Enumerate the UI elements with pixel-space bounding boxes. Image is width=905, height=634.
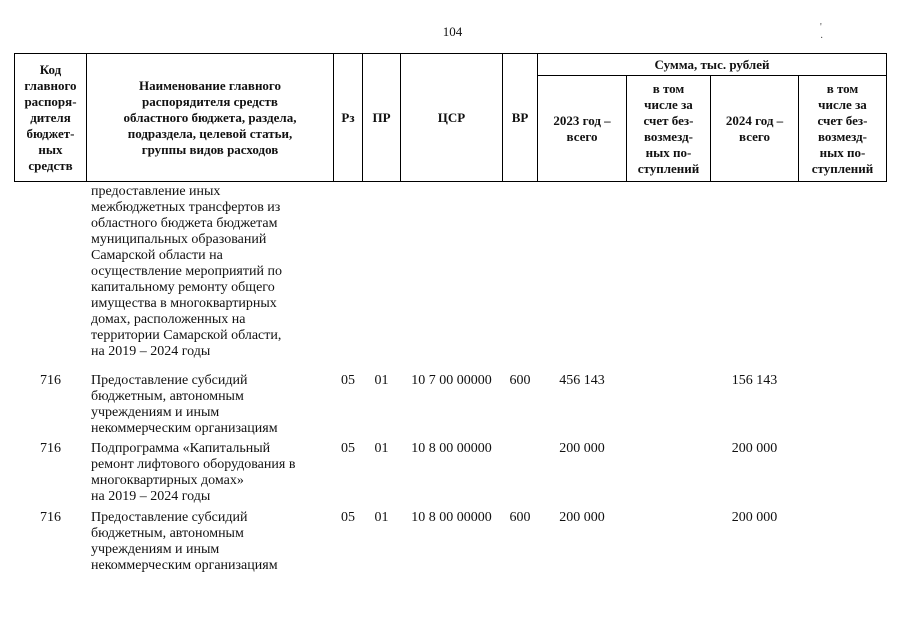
row-code: 716: [40, 441, 61, 456]
header-2024-grants: в том числе за счет без- возмезд- ных по- ступлений: [811, 80, 874, 176]
row-csr: 10 7 00 00000: [411, 373, 492, 388]
header-rz: Рз: [341, 109, 355, 125]
continuation-text: предоставление иных межбюджетных трансфертов из областного бюджета бюджетам муниципальных образований Самарской области на осуществление мероприятий по капитальному ремонту общего имущества в многоквартирных домах, расположенных на территории Самарской области, на 2019 – 2024 годы: [91, 184, 282, 359]
row-vr: 600: [509, 373, 531, 388]
row-pr: 01: [374, 441, 389, 456]
row-2023: 200 000: [559, 510, 605, 525]
row-2024: 200 000: [731, 441, 778, 456]
header-sum: Сумма, тыс. рублей: [654, 56, 770, 72]
row-vr: 600: [509, 510, 531, 525]
header-csr: ЦСР: [437, 109, 466, 125]
row-2024: 200 000: [731, 510, 778, 525]
header-2023-total: 2023 год – всего: [553, 112, 611, 144]
row-name: Подпрограмма «Капитальный ремонт лифтового оборудования в многоквартирных домах» на 2019 – 2024 годы: [91, 441, 296, 504]
header-2024-total: 2024 год – всего: [725, 112, 784, 144]
header-code: Код главного распоря- дителя бюджет- ных средств: [24, 61, 77, 173]
page-number: 104: [442, 24, 463, 39]
row-name: Предоставление субсидий бюджетным, автономным учреждениям и иным некоммерческим организациям: [91, 510, 278, 573]
row-code: 716: [40, 373, 61, 388]
header-2023-grants: в том числе за счет без- возмезд- ных по- ступлений: [637, 80, 700, 176]
row-2023: 456 143: [559, 373, 605, 388]
row-pr: 01: [374, 510, 389, 525]
row-rz: 05: [341, 510, 355, 525]
row-rz: 05: [341, 441, 355, 456]
header-vr: ВР: [511, 109, 529, 125]
scan-specks: ' ·: [820, 22, 850, 44]
row-csr: 10 8 00 00000: [411, 441, 492, 456]
row-2023: 200 000: [559, 441, 605, 456]
row-pr: 01: [374, 373, 389, 388]
row-name: Предоставление субсидий бюджетным, автономным учреждениям и иным некоммерческим организациям: [91, 373, 278, 436]
row-2024: 156 143: [731, 373, 778, 388]
row-csr: 10 8 00 00000: [411, 510, 492, 525]
header-pr: ПР: [372, 109, 391, 125]
header-name: Наименование главного распорядителя средств областного бюджета, раздела, подраздела, целевой статьи, группы видов расходов: [123, 77, 297, 157]
row-code: 716: [40, 510, 61, 525]
row-rz: 05: [341, 373, 355, 388]
